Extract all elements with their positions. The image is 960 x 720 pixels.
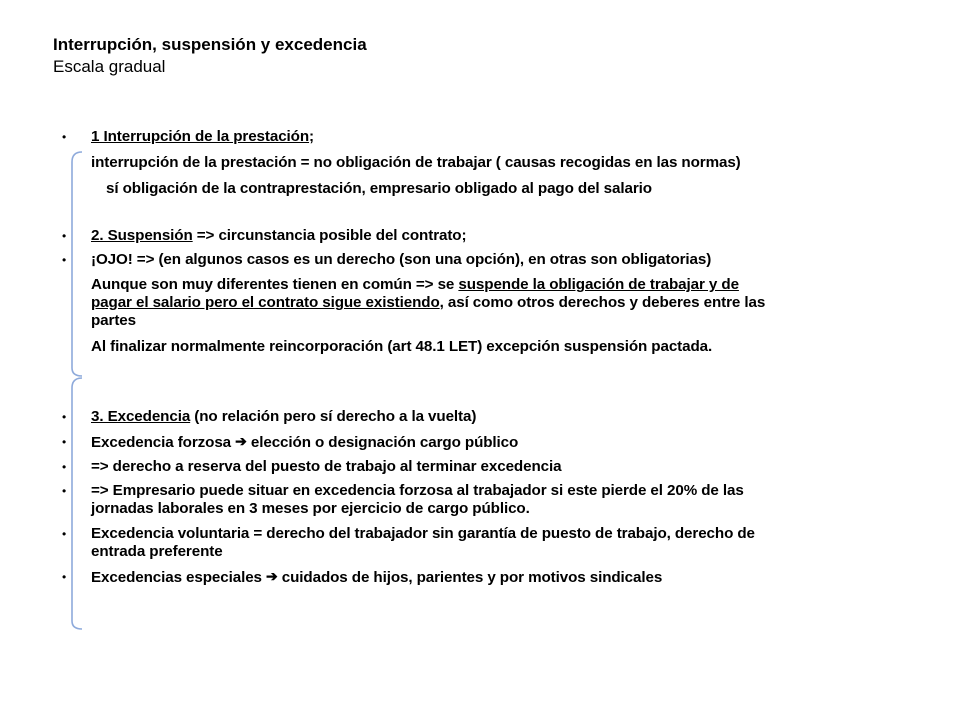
section1-line3: sí obligación de la contraprestación, empresario obligado al pago del salario bbox=[106, 180, 652, 197]
section2-p1-underline-b: pagar el salario pero el contrato sigue existiendo bbox=[91, 294, 440, 311]
bullet-icon: • bbox=[62, 435, 67, 449]
bullet-icon: • bbox=[62, 527, 67, 541]
section3-forzosa-b: elección o designación cargo público bbox=[246, 434, 519, 451]
section3-especiales bbox=[91, 568, 662, 587]
section3-especiales-a: Excedencias especiales bbox=[91, 569, 267, 586]
slide-title-block bbox=[53, 34, 367, 78]
section3-heading-rest: (no relación pero sí derecho a la vuelta) bbox=[190, 408, 477, 425]
section1-heading-end: ; bbox=[309, 128, 314, 145]
section3-empresario-a: => Empresario puede situar en excedencia forzosa al trabajador si este pierde el 20% de las bbox=[91, 482, 744, 499]
bullet-icon: • bbox=[62, 410, 67, 424]
section3-forzosa bbox=[91, 433, 518, 452]
section1-line2: interrupción de la prestación = no obligación de trabajar ( causas recogidas en las normas) bbox=[91, 154, 741, 171]
section2-p1-line2 bbox=[91, 294, 765, 312]
section1-heading-text: 1 Interrupción de la prestación bbox=[91, 128, 310, 145]
section3-voluntaria-a: Excedencia voluntaria = derecho del trabajador sin garantía de puesto de trabajo, derecho de bbox=[91, 525, 755, 542]
section2-p1-underline-a: suspende la obligación de trabajar y de bbox=[458, 276, 739, 293]
section3-forzosa-a: Excedencia forzosa bbox=[91, 434, 236, 451]
section2-heading-rest: => circunstancia posible del contrato; bbox=[192, 227, 467, 244]
bullet-icon: • bbox=[62, 253, 67, 267]
section1-heading bbox=[91, 128, 314, 146]
section2-p1-start: Aunque son muy diferentes tienen en común => se bbox=[91, 276, 459, 293]
section2-p2: Al finalizar normalmente reincorporación (art 48.1 LET) excepción suspensión pactada. bbox=[91, 338, 713, 355]
section2-ojo: ¡OJO! => (en algunos casos es un derecho (son una opción), en otras son obligatorias) bbox=[91, 251, 712, 268]
section2-heading bbox=[91, 227, 466, 245]
section3-heading-text: 3. Excedencia bbox=[91, 408, 191, 425]
section3-empresario-b: jornadas laborales en 3 meses por ejercicio de cargo público. bbox=[91, 500, 530, 517]
section2-p1-rest: , así como otros derechos y deberes entre las bbox=[439, 294, 766, 311]
bullet-icon: • bbox=[62, 229, 67, 243]
left-bracket-upper bbox=[64, 150, 84, 380]
section2-p1-line3: partes bbox=[91, 312, 136, 329]
section2-p1-line1 bbox=[91, 276, 739, 294]
slide-title: Interrupción, suspensión y excedencia bbox=[53, 35, 367, 54]
section3-especiales-b: cuidados de hijos, parientes y por motivos sindicales bbox=[277, 569, 663, 586]
section3-voluntaria-b: entrada preferente bbox=[91, 543, 223, 560]
bullet-icon: • bbox=[62, 570, 67, 584]
left-bracket-lower bbox=[64, 376, 84, 636]
section3-heading bbox=[91, 408, 476, 426]
section2-heading-text: 2. Suspensión bbox=[91, 227, 193, 244]
bullet-icon: • bbox=[62, 484, 67, 498]
section3-reserva: => derecho a reserva del puesto de trabajo al terminar excedencia bbox=[91, 458, 562, 475]
bullet-icon: • bbox=[62, 460, 67, 474]
arrow-right-icon: ➔ bbox=[235, 433, 247, 449]
bullet-icon: • bbox=[62, 130, 67, 144]
arrow-right-icon: ➔ bbox=[266, 568, 278, 584]
slide-subtitle: Escala gradual bbox=[53, 57, 166, 76]
